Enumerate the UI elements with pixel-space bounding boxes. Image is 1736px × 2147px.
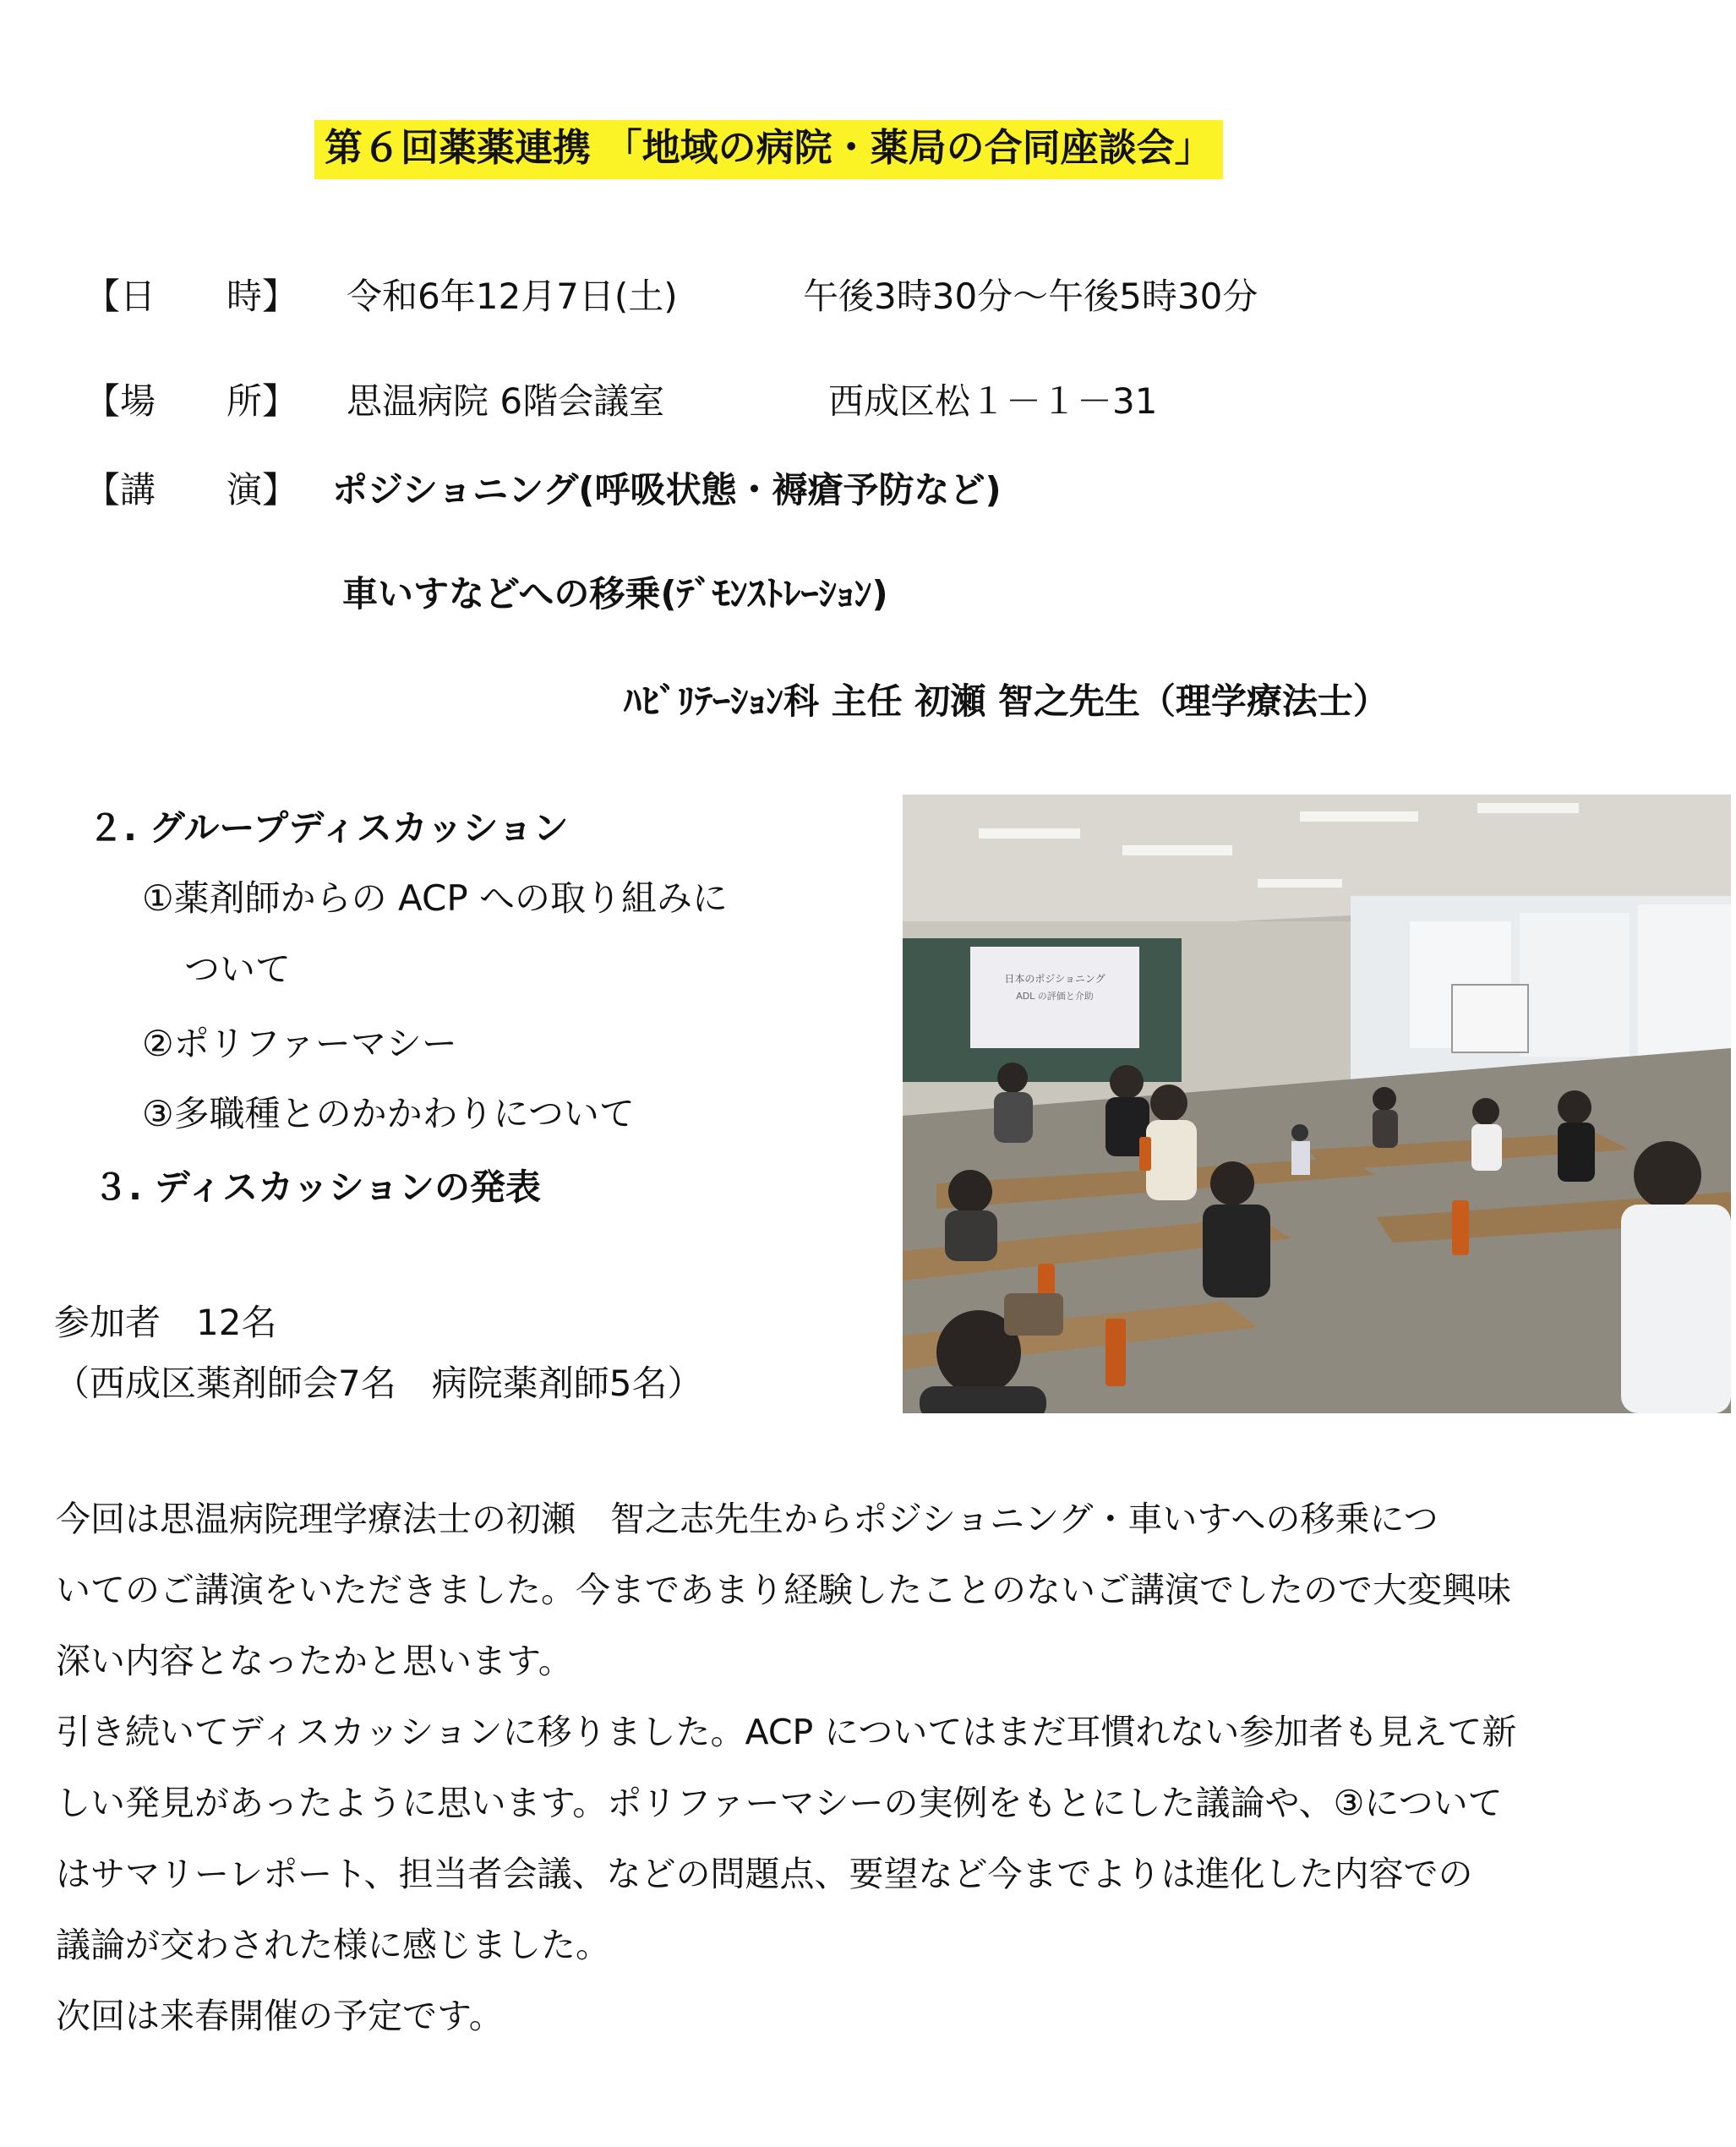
report-line: しい発見があったように思います。ポリファーマシーの実例をもとにした議論や、③について: [56, 1783, 1503, 1823]
discussion-heading: ２. グループディスカッション: [88, 807, 569, 849]
lecture-topic-1: ポジショニング(呼吸状態・褥瘡予防など): [332, 469, 1002, 511]
slide-subtitle: ADL の評価と介助: [1016, 991, 1094, 1002]
report-line: 深い内容となったかと思います。: [56, 1641, 573, 1681]
lecture-topic-2: 車いすなどへの移乗(ﾃﾞﾓﾝｽﾄﾚｰｼｮﾝ): [342, 573, 888, 615]
address-value: 西成区松１－１－31: [828, 380, 1158, 422]
report-line: 今回は思温病院理学療法士の初瀬 智之志先生からポジショニング・車いすへの移乗につ: [56, 1499, 1438, 1539]
time-value: 午後3時30分～午後5時30分: [803, 276, 1258, 317]
meeting-photo-drawing: [903, 795, 1731, 1413]
discussion-item-3: ③多職種とのかかわりについて: [142, 1093, 635, 1134]
report-line: 引き続いてディスカッションに移りました。ACP についてはまだ耳慣れない参加者も見えて新: [56, 1712, 1517, 1752]
discussion-presentation-heading: ３. ディスカッションの発表: [93, 1166, 541, 1208]
report-line: いてのご講演をいただきました。今まであまり経験したことのないご講演でしたので大変興味: [56, 1570, 1511, 1610]
lecture-label: 【講 演】: [85, 469, 298, 511]
discussion-item-2: ②ポリファーマシー: [142, 1023, 457, 1064]
meeting-photo: [903, 795, 1731, 1413]
lecturer: ﾊﾋﾞﾘﾃｰｼｮﾝ科 主任 初瀬 智之先生（理学療法士）: [624, 680, 1389, 722]
report-body: [56, 1483, 1687, 2051]
place-label: 【場 所】: [85, 380, 298, 422]
slide-title: 日本のポジショニング: [1004, 973, 1105, 985]
participants-breakdown: （西成区薬剤師会7名 病院薬剤師5名）: [54, 1363, 703, 1404]
page-title: 第６回薬薬連携 「地域の病院・薬局の合同座談会」: [314, 120, 1223, 179]
discussion-item-1: ①薬剤師からの ACP への取り組みに: [142, 877, 729, 919]
date-value: 令和6年12月7日(土): [347, 276, 678, 317]
participants-count: 参加者 12名: [54, 1302, 277, 1343]
discussion-item-1-cont: ついて: [184, 948, 292, 990]
report-line: 次回は来春開催の予定です。: [56, 1996, 504, 2036]
report-line: はサマリーレポート、担当者会議、などの問題点、要望など今までよりは進化した内容での: [56, 1854, 1473, 1894]
date-label: 【日 時】: [85, 276, 298, 317]
report-line: 議論が交わされた様に感じました。: [56, 1925, 610, 1965]
place-value: 思温病院 6階会議室: [347, 380, 665, 422]
